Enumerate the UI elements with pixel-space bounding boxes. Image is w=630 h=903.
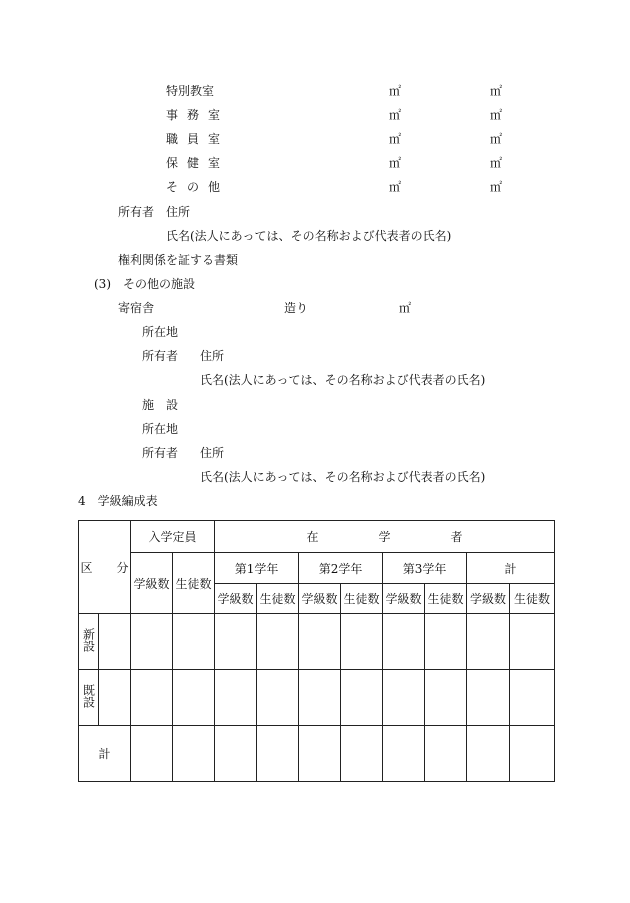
table-cell xyxy=(425,726,467,782)
row-label-total: 計 xyxy=(79,726,131,782)
classes-header: 学級数 xyxy=(467,584,510,614)
table-cell xyxy=(131,614,173,670)
table-row xyxy=(79,614,555,670)
owner-name: 氏名(法人にあっては、その名称および代表者の氏名) xyxy=(200,373,486,387)
room-unit: ㎡ xyxy=(490,108,503,122)
owner-name: 氏名(法人にあっては、その名称および代表者の氏名) xyxy=(166,229,452,243)
room-unit: ㎡ xyxy=(389,180,402,194)
year-header: 第1学年 xyxy=(215,553,299,584)
table-cell xyxy=(299,670,341,726)
location-label: 所在地 xyxy=(142,422,179,436)
students-header: 生徒数 xyxy=(341,584,383,614)
table-cell xyxy=(99,670,131,726)
facility-label: 施 設 xyxy=(142,398,179,412)
structure-label: 造り xyxy=(284,301,309,315)
table-cell xyxy=(299,726,341,782)
table-cell xyxy=(173,614,215,670)
room-unit: ㎡ xyxy=(389,108,402,122)
enrolled-header: 在 学 者 xyxy=(215,521,555,553)
table-row xyxy=(79,726,555,782)
kubun-header: 区 分 xyxy=(79,521,131,614)
room-name: 保健室 xyxy=(166,156,230,170)
owner-label: 所有者 xyxy=(142,446,179,460)
room-name: 職員室 xyxy=(166,132,230,146)
table-cell xyxy=(173,726,215,782)
table-cell xyxy=(510,614,555,670)
table-cell xyxy=(257,726,299,782)
row-label-new: 新設 xyxy=(79,614,99,670)
year-header: 第3学年 xyxy=(383,553,467,584)
owner-label: 所有者 xyxy=(118,205,155,219)
owner-address: 住所 xyxy=(200,446,225,460)
students-header: 生徒数 xyxy=(257,584,299,614)
class-organization-table xyxy=(78,520,555,782)
table-cell xyxy=(510,670,555,726)
classes-header: 学級数 xyxy=(131,553,173,614)
section-3-heading: (3) その他の施設 xyxy=(94,277,195,291)
area-unit: ㎡ xyxy=(399,301,412,315)
classes-header: 学級数 xyxy=(215,584,257,614)
room-unit: ㎡ xyxy=(389,84,402,98)
table-cell xyxy=(257,670,299,726)
owner-name: 氏名(法人にあっては、その名称および代表者の氏名) xyxy=(200,470,486,484)
table-cell xyxy=(510,726,555,782)
room-unit: ㎡ xyxy=(389,156,402,170)
room-unit: ㎡ xyxy=(389,132,402,146)
location-label: 所在地 xyxy=(142,325,179,339)
table-cell xyxy=(467,670,510,726)
owner-address: 住所 xyxy=(200,349,225,363)
students-header: 生徒数 xyxy=(425,584,467,614)
table-cell xyxy=(425,670,467,726)
table-cell xyxy=(215,726,257,782)
room-name: その他 xyxy=(166,180,230,194)
rights-document: 権利関係を証する書類 xyxy=(118,253,239,267)
table-row xyxy=(79,670,555,726)
classes-header: 学級数 xyxy=(383,584,425,614)
table-cell xyxy=(299,614,341,670)
room-unit: ㎡ xyxy=(490,132,503,146)
owner-label: 所有者 xyxy=(142,349,179,363)
capacity-header: 入学定員 xyxy=(131,521,215,553)
table-cell xyxy=(341,670,383,726)
room-name: 特別教室 xyxy=(166,84,215,98)
table-cell xyxy=(467,614,510,670)
table-cell xyxy=(383,670,425,726)
table-cell xyxy=(383,726,425,782)
table-cell xyxy=(257,614,299,670)
table-cell xyxy=(467,726,510,782)
row-label-existing: 既設 xyxy=(79,670,99,726)
owner-address: 住所 xyxy=(166,205,191,219)
room-unit: ㎡ xyxy=(490,84,503,98)
classes-header: 学級数 xyxy=(299,584,341,614)
students-header: 生徒数 xyxy=(173,553,215,614)
total-header: 計 xyxy=(467,553,555,584)
table-cell xyxy=(131,726,173,782)
table-cell xyxy=(99,614,131,670)
room-unit: ㎡ xyxy=(490,156,503,170)
table-cell xyxy=(131,670,173,726)
table-cell xyxy=(383,614,425,670)
year-header: 第2学年 xyxy=(299,553,383,584)
table-cell xyxy=(425,614,467,670)
room-name: 事務室 xyxy=(166,108,230,122)
room-unit: ㎡ xyxy=(490,180,503,194)
table-cell xyxy=(341,726,383,782)
dormitory-label: 寄宿舎 xyxy=(118,301,155,315)
table-cell xyxy=(215,614,257,670)
students-header: 生徒数 xyxy=(510,584,555,614)
table-cell xyxy=(215,670,257,726)
section-4-heading: 4 学級編成表 xyxy=(78,494,158,508)
table-cell xyxy=(173,670,215,726)
table-cell xyxy=(341,614,383,670)
